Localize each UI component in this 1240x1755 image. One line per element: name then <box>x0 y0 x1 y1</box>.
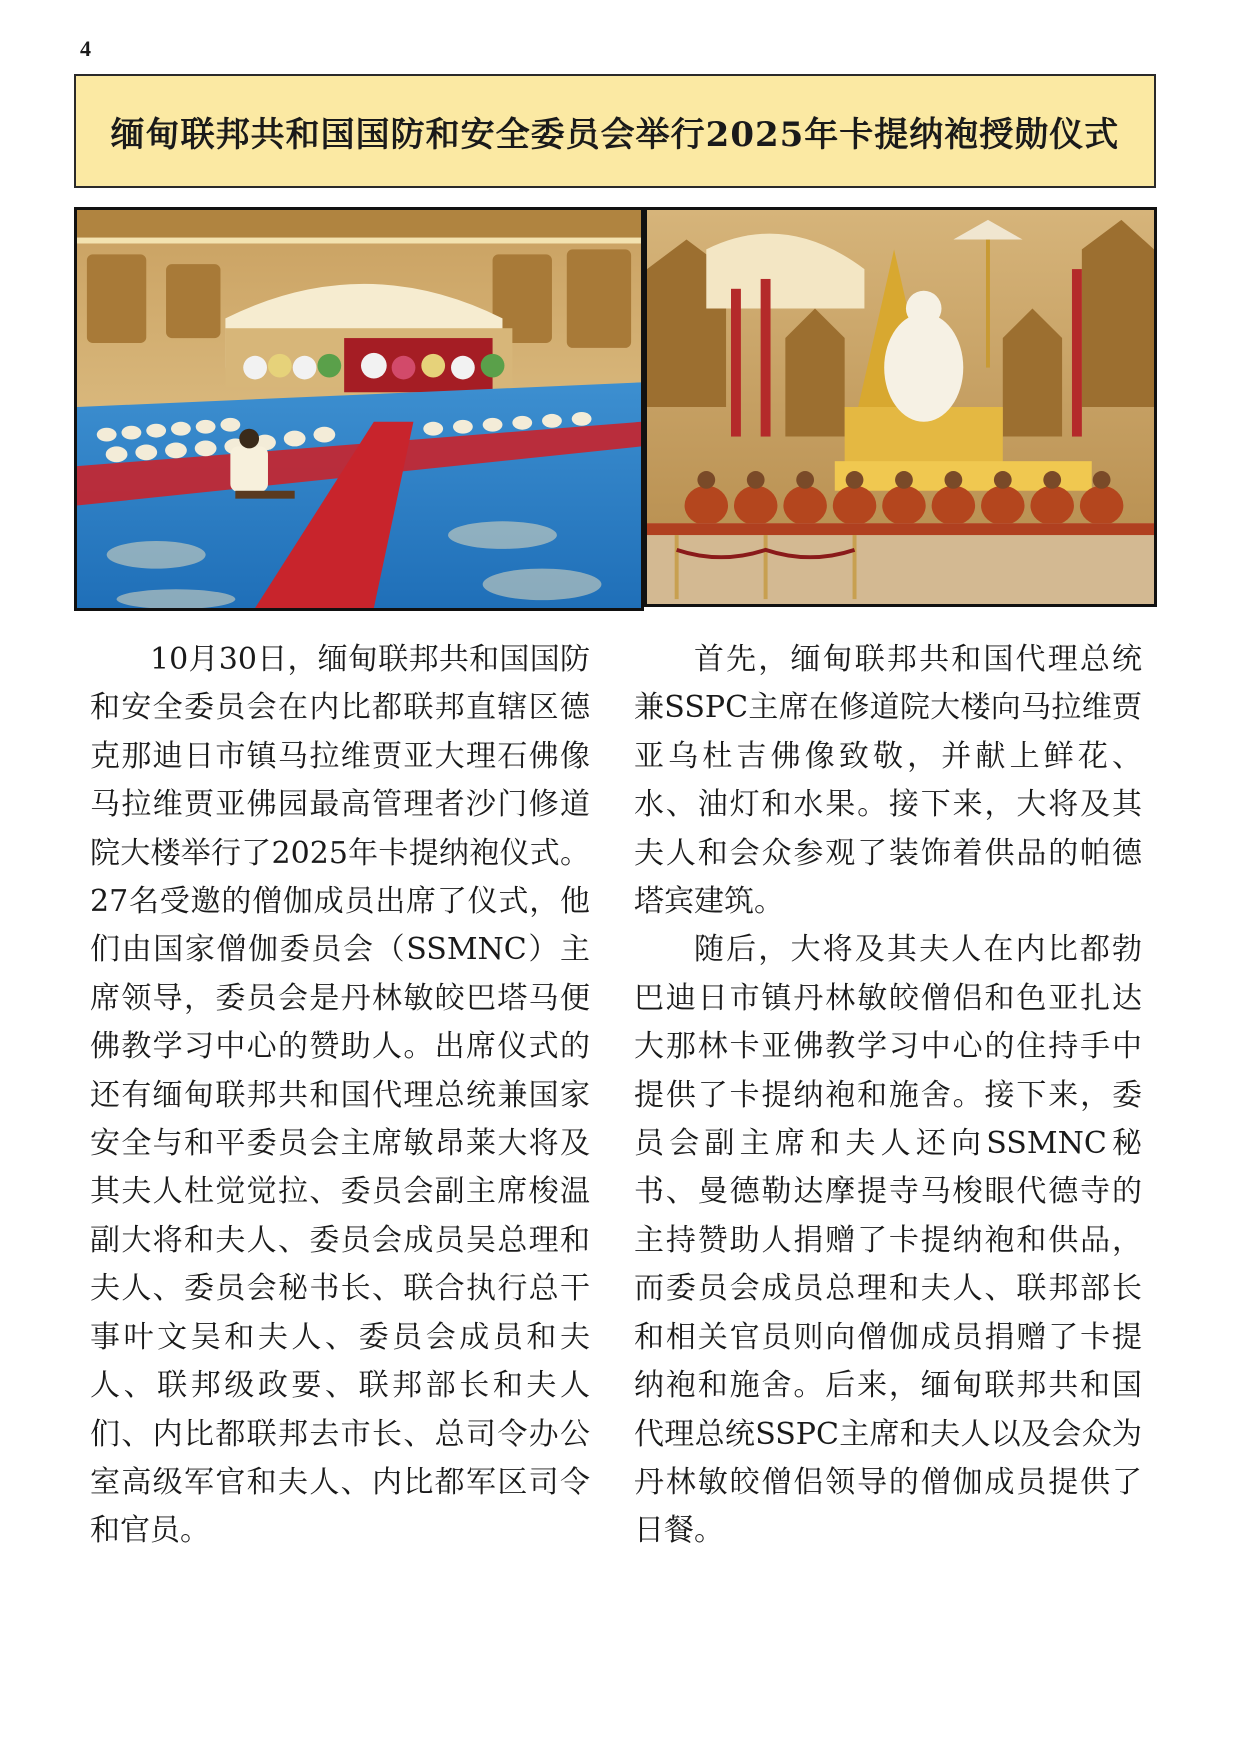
hall-ceremony-illustration <box>77 210 641 608</box>
monks-buddha-illustration <box>647 210 1154 604</box>
page-number: 4 <box>80 36 91 61</box>
monks-buddha-photo <box>644 207 1157 607</box>
headline: 缅甸联邦共和国国防和安全委员会举行2025年卡提纳袍授勋仪式 <box>110 114 1120 155</box>
article-column-right <box>634 636 1142 1556</box>
paragraph: 10月30日，缅甸联邦共和国国防和安全委员会在内比都联邦直辖区德克那迪日市镇马拉维贾亚大理石佛像马拉维贾亚佛园最高管理者沙门修道院大楼举行了2025年卡提纳袍仪式。27名受邀的僧伽成员出席了仪式，他们由国家僧伽委员会（SSMNC）主席领导，委员会是丹林敏皎巴塔马便佛教学习中心的赞助人。出席仪式的还有缅甸联邦共和国代理总统兼国家安全与和平委员会主席敏昂莱大将及其夫人杜觉觉拉、委员会副主席梭温副大将和夫人、委员会成员吴总理和夫人、委员会秘书长、联合执行总干事叶文吴和夫人、委员会成员和夫人、联邦级政要、联邦部长和夫人们、内比都联邦去市长、总司令办公室高级军官和夫人、内比都军区司令和官员。 <box>90 642 590 1549</box>
hall-ceremony-photo <box>74 207 644 611</box>
paragraph: 随后，大将及其夫人在内比都勃巴迪日市镇丹林敏皎僧侣和色亚扎达大那林卡亚佛教学习中心的住持手中提供了卡提纳袍和施舍。接下来，委员会副主席和夫人还向SSMNC秘书、曼德勒达摩提寺马梭眼代德寺的主持赞助人捐赠了卡提纳袍和供品，而委员会成员总理和夫人、联邦部长和相关官员则向僧伽成员捐赠了卡提纳袍和施舍。后来，缅甸联邦共和国代理总统SSPC主席和夫人以及会众为丹林敏皎僧侣领导的僧伽成员提供了日餐。 <box>634 932 1142 1549</box>
article-column-left <box>90 636 590 1556</box>
headline-box <box>74 74 1156 188</box>
paragraph: 首先，缅甸联邦共和国代理总统兼SSPC主席在修道院大楼向马拉维贾亚乌杜吉佛像致敬，并献上鲜花、水、油灯和水果。接下来，大将及其夫人和会众参观了装饰着供品的帕德塔宾建筑。 <box>634 642 1142 920</box>
